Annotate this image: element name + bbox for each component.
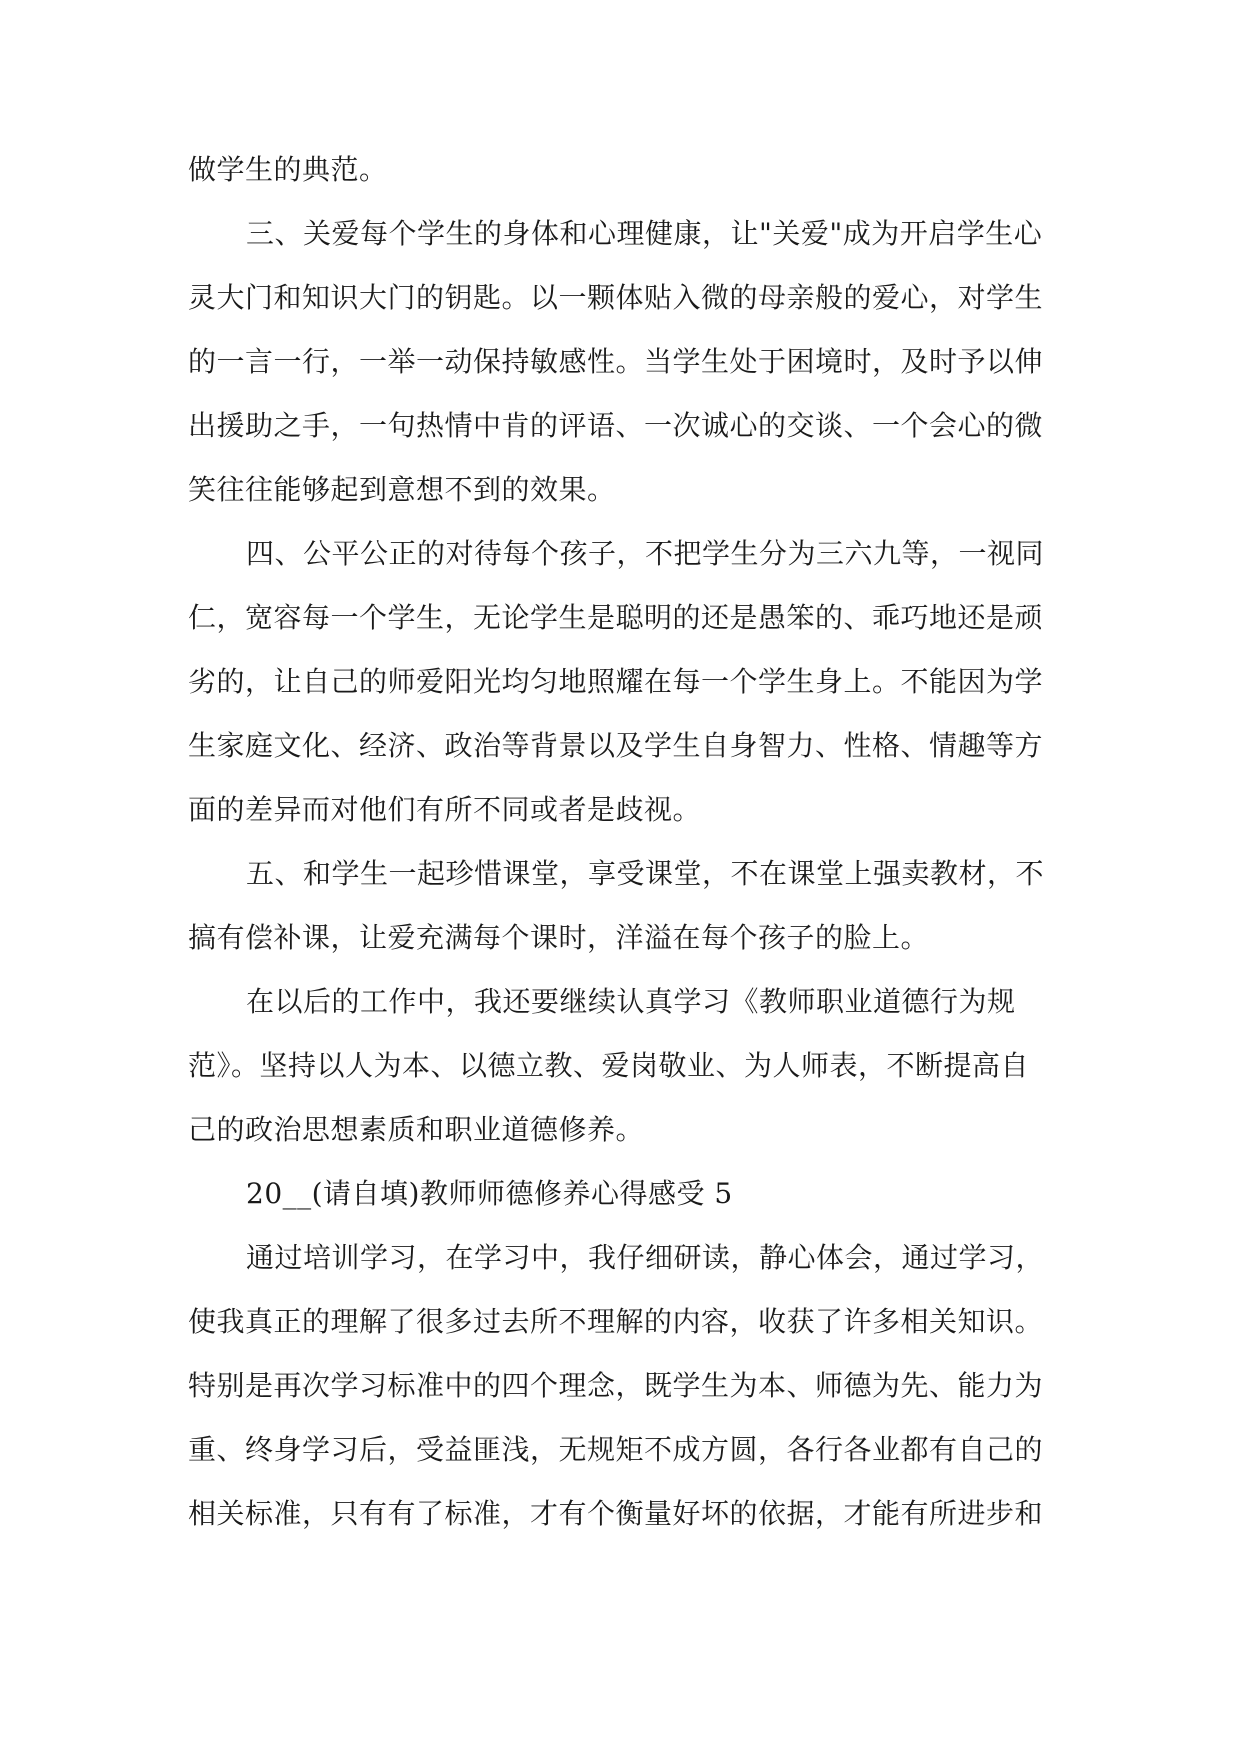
text-line: 搞有偿补课，让爱充满每个课时，洋溢在每个孩子的脸上。 <box>188 921 930 954</box>
document-body <box>188 138 1058 1546</box>
paragraph-5-start: 五、和学生一起珍惜课堂，享受课堂，不在课堂上强卖教材，不 <box>246 857 1045 890</box>
text-line: 己的政治思想素质和职业道德修养。 <box>188 1113 645 1146</box>
section-heading: 20__(请自填)教师师德修养心得感受 5 <box>246 1177 733 1210</box>
text-line: 面的差异而对他们有所不同或者是歧视。 <box>188 793 702 826</box>
text-line: 做学生的典范。 <box>188 153 388 186</box>
text-line: 灵大门和知识大门的钥匙。以一颗体贴入微的母亲般的爱心，对学生 <box>188 281 1044 314</box>
text-line: 使我真正的理解了很多过去所不理解的内容，收获了许多相关知识。 <box>188 1305 1044 1338</box>
essay-paragraph-start: 通过培训学习，在学习中，我仔细研读，静心体会，通过学习， <box>246 1241 1045 1274</box>
paragraph-3-start: 三、关爱每个学生的身体和心理健康，让"关爱"成为开启学生心 <box>246 217 1043 250</box>
text-line: 出援助之手，一句热情中肯的评语、一次诚心的交谈、一个会心的微 <box>188 409 1044 442</box>
text-line: 的一言一行，一举一动保持敏感性。当学生处于困境时，及时予以伸 <box>188 345 1044 378</box>
text-line: 仁，宽容每一个学生，无论学生是聪明的还是愚笨的、乖巧地还是顽 <box>188 601 1044 634</box>
text-line: 相关标准，只有有了标准，才有个衡量好坏的依据，才能有所进步和 <box>188 1497 1044 1530</box>
text-line: 范》。坚持以人为本、以德立教、爱岗敬业、为人师表，不断提高自 <box>188 1049 1030 1082</box>
text-line: 劣的，让自己的师爱阳光均匀地照耀在每一个学生身上。不能因为学 <box>188 665 1044 698</box>
text-line: 重、终身学习后，受益匪浅，无规矩不成方圆，各行各业都有自己的 <box>188 1433 1044 1466</box>
text-line: 特别是再次学习标准中的四个理念，既学生为本、师德为先、能力为 <box>188 1369 1044 1402</box>
paragraph-4-start: 四、公平公正的对待每个孩子，不把学生分为三六九等，一视同 <box>246 537 1045 570</box>
closing-paragraph-start: 在以后的工作中，我还要继续认真学习《教师职业道德行为规 <box>246 985 1016 1018</box>
text-line: 笑往往能够起到意想不到的效果。 <box>188 473 616 506</box>
text-line: 生家庭文化、经济、政治等背景以及学生自身智力、性格、情趣等方 <box>188 729 1044 762</box>
